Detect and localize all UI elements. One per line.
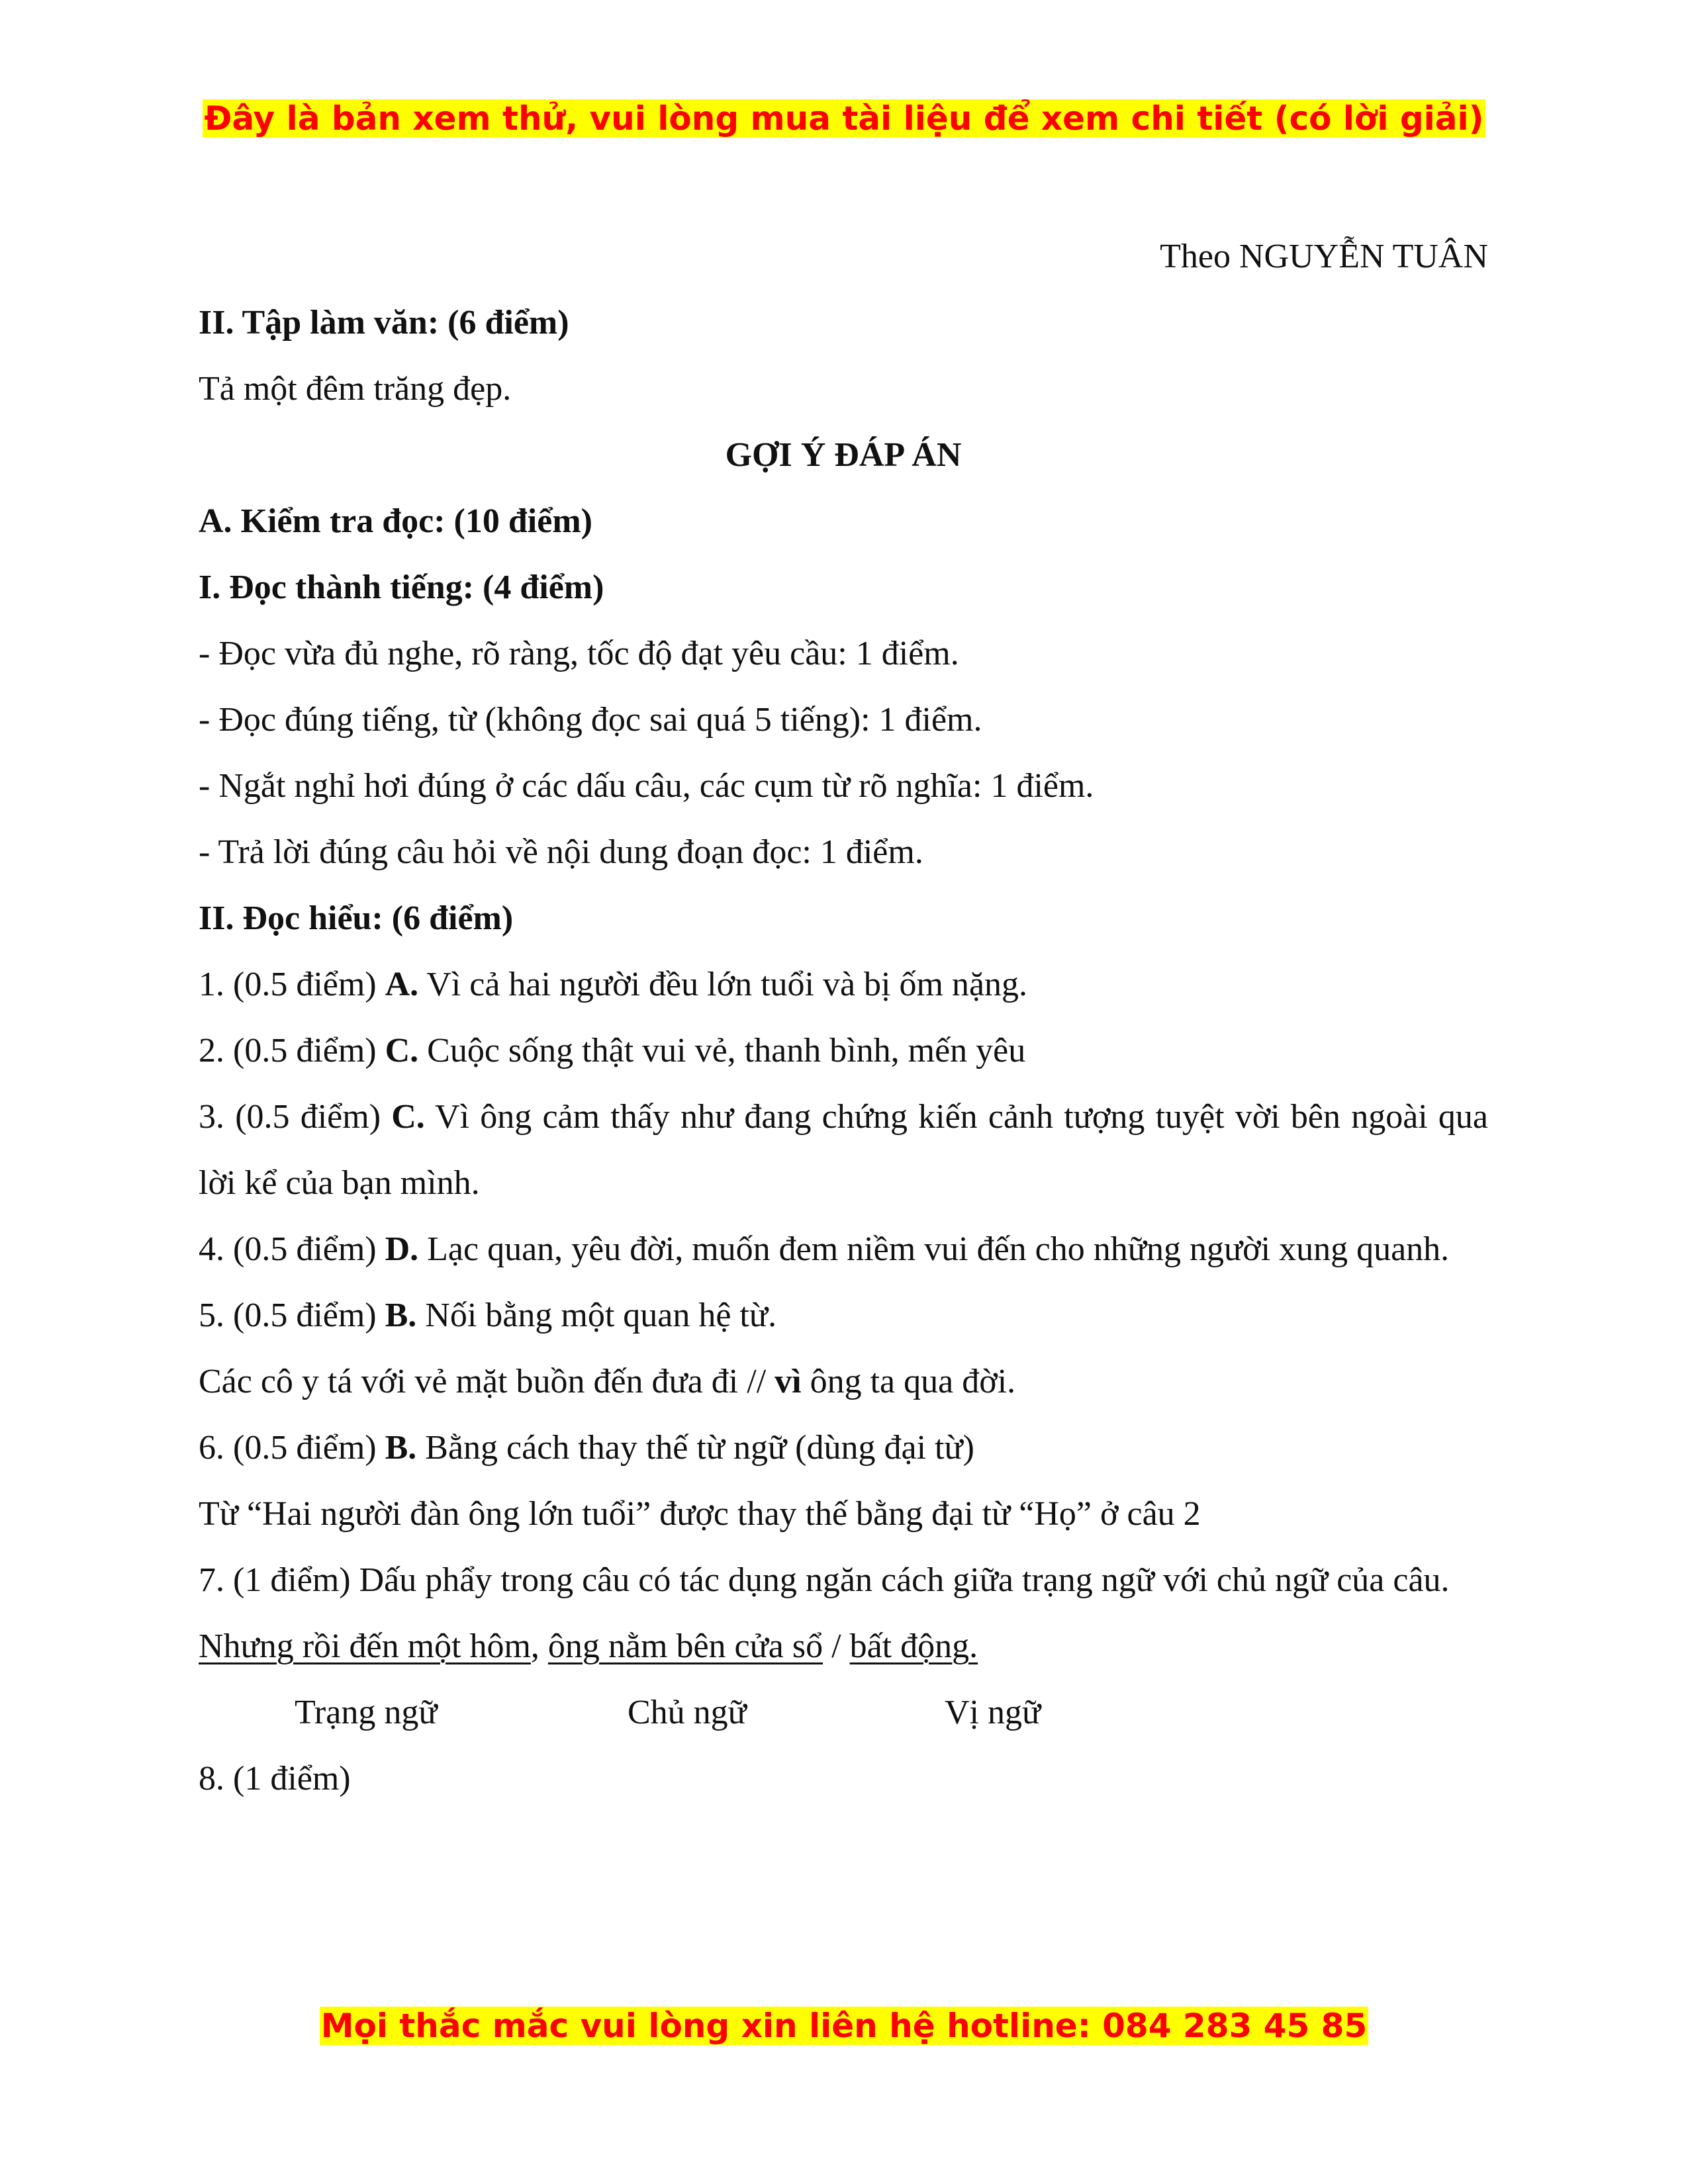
answer-key: B. [385, 1429, 417, 1467]
label-subject: Chủ ngữ [628, 1694, 747, 1731]
answer-key: A. [385, 966, 419, 1003]
q5-example-sentence: Các cô y tá với vẻ mặt buồn đến đưa đi // vì ông ta qua đời. [199, 1363, 1016, 1400]
answer-text: Cuộc sống thật vui vẻ, thanh bình, mến yêu [418, 1032, 1026, 1069]
criteria-item: - Đọc vừa đủ nghe, rõ ràng, tốc độ đạt yêu cầu: 1 điểm. [199, 635, 959, 672]
document-body [199, 224, 1488, 1812]
answer-text: Bằng cách thay thế từ ngữ (dùng đại từ) [416, 1429, 974, 1467]
label-predicate: Vị ngữ [945, 1694, 1041, 1731]
answer-text: Lạc quan, yêu đời, muốn đem niềm vui đến cho những người xung quanh. [418, 1230, 1450, 1268]
q7-answer: 7. (1 điểm) Dấu phẩy trong câu có tác dụng ngăn cách giữa trạng ngữ với chủ ngữ của câu. [199, 1561, 1450, 1599]
answer-number: 2. (0.5 điểm) [199, 1032, 385, 1069]
answer-key: C. [385, 1032, 419, 1069]
answer-text: Vì ông cảm thấy như đang chứng kiến cảnh tượng tuyệt vời bên ngoài qua lời kể của bạn mình. [199, 1098, 1489, 1202]
answer-text: Vì cả hai người đều lớn tuổi và bị ốm nặng. [418, 966, 1028, 1003]
author-credit: Theo NGUYỄN TUÂN [1160, 238, 1488, 275]
answer-item [199, 952, 1488, 1018]
answer-number: 3. (0.5 điểm) [199, 1098, 392, 1136]
preview-notice-banner [0, 98, 1688, 139]
q7-component-labels [199, 1680, 1488, 1746]
answer-item [199, 1216, 1488, 1283]
answer-number: 6. (0.5 điểm) [199, 1429, 385, 1467]
answer-key: D. [385, 1230, 419, 1268]
answer-item [199, 1084, 1488, 1216]
predicate-phrase: bất động. [849, 1627, 978, 1665]
hotline-banner [0, 2005, 1688, 2046]
answer-number: 5. (0.5 điểm) [199, 1297, 385, 1334]
adverbial-phrase: Nhưng rồi đến một hôm [199, 1627, 531, 1665]
tlv-prompt: Tả một đêm trăng đẹp. [199, 370, 512, 408]
preview-notice-text: Đây là bản xem thử, vui lòng mua tài liệu để xem chi tiết (có lời giải) [204, 99, 1484, 138]
subject-phrase: ông nằm bên cửa sổ [547, 1627, 823, 1665]
label-adverbial: Trạng ngữ [295, 1694, 438, 1731]
answer-number: 1. (0.5 điểm) [199, 966, 385, 1003]
answer-number: 4. (0.5 điểm) [199, 1230, 385, 1268]
answer-item [199, 1415, 1488, 1481]
section-heading-ii: II. Đọc hiểu: (6 điểm) [199, 899, 514, 937]
answer-key: B. [385, 1297, 417, 1334]
answer-item [199, 1018, 1488, 1084]
conjunction-word: vì [774, 1363, 802, 1400]
section-heading-tlv: II. Tập làm văn: (6 điểm) [199, 304, 569, 341]
answer-key-title: GỢI Ý ĐÁP ÁN [725, 436, 962, 474]
answer-key: C. [391, 1098, 425, 1136]
q8-answer: 8. (1 điểm) [199, 1760, 351, 1797]
hotline-text: Mọi thắc mắc vui lòng xin liên hệ hotline: 084 283 45 85 [320, 2007, 1368, 2045]
q7-analyzed-sentence: Nhưng rồi đến một hôm, ông nằm bên cửa sổ / bất động. [199, 1627, 978, 1665]
criteria-item: - Đọc đúng tiếng, từ (không đọc sai quá 5 tiếng): 1 điểm. [199, 701, 982, 739]
answer-text: Nối bằng một quan hệ từ. [416, 1297, 777, 1334]
criteria-item: - Ngắt nghỉ hơi đúng ở các dấu câu, các cụm từ rõ nghĩa: 1 điểm. [199, 767, 1094, 805]
section-heading-a: A. Kiểm tra đọc: (10 điểm) [199, 502, 592, 540]
q6-note: Từ “Hai người đàn ông lớn tuổi” được thay thế bằng đại từ “Họ” ở câu 2 [199, 1495, 1201, 1533]
criteria-item: - Trả lời đúng câu hỏi về nội dung đoạn đọc: 1 điểm. [199, 833, 923, 871]
section-heading-i: I. Đọc thành tiếng: (4 điểm) [199, 569, 604, 606]
answer-item [199, 1283, 1488, 1349]
